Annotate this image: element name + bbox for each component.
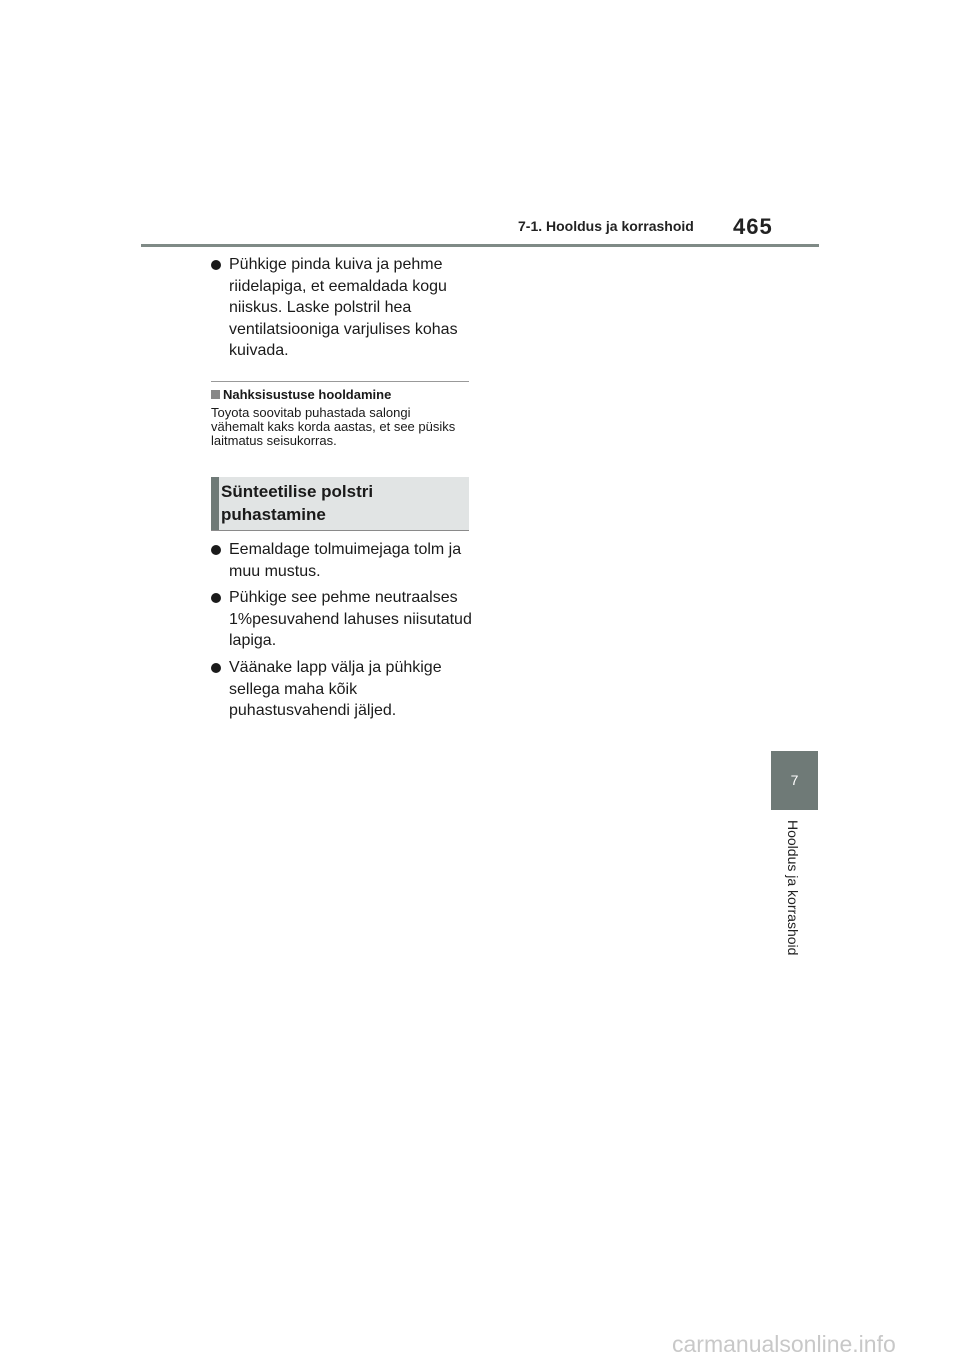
section-accent-bar	[211, 477, 219, 530]
chapter-tab: 7	[771, 751, 818, 810]
section-header-title: 7-1. Hooldus ja korrashoid	[518, 218, 694, 234]
subheading-text: Nahksisustuse hooldamine	[223, 387, 392, 402]
bullet-dot-icon	[211, 545, 221, 555]
bullet-text: Eemaldage tolmuimejaga tolm ja muu mustus.	[229, 541, 462, 580]
bullet-text: Pühkige pinda kuiva ja pehme riidelapiga, et eemaldada kogu niiskus. Laske polstril hea ventilatsiooniga varjulises kohas kuivada.	[229, 256, 458, 359]
bullet-item	[211, 587, 473, 652]
page-number: 465	[733, 214, 773, 239]
bullet-dot-icon	[211, 260, 221, 270]
subheading-divider	[211, 381, 469, 382]
note-text: Toyota soovitab puhastada salongi vähemalt kaks korda aastas, et see püsiks laitmatus seisukorras.	[211, 405, 456, 448]
header-divider	[141, 244, 819, 247]
footer-watermark: carmanualsonline.info	[672, 1331, 896, 1357]
bullet-dot-icon	[211, 593, 221, 603]
bullet-dot-icon	[211, 663, 221, 673]
section-title: Sünteetilise polstri puhastamine	[221, 482, 374, 524]
bullet-text: Väänake lapp välja ja pühkige sellega maha kõik puhastusvahendi jäljed.	[229, 659, 442, 719]
bullet-item	[211, 539, 473, 582]
bullet-item	[211, 657, 473, 722]
chapter-label: Hooldus ja korrashoid	[785, 820, 801, 956]
subheading	[211, 387, 391, 402]
bullet-text: Pühkige see pehme neutraalses 1%pesuvahend lahuses niisutatud lapiga.	[229, 589, 472, 649]
bullet-item	[211, 254, 473, 362]
section-title-box	[211, 477, 469, 531]
square-bullet-icon	[211, 390, 220, 399]
